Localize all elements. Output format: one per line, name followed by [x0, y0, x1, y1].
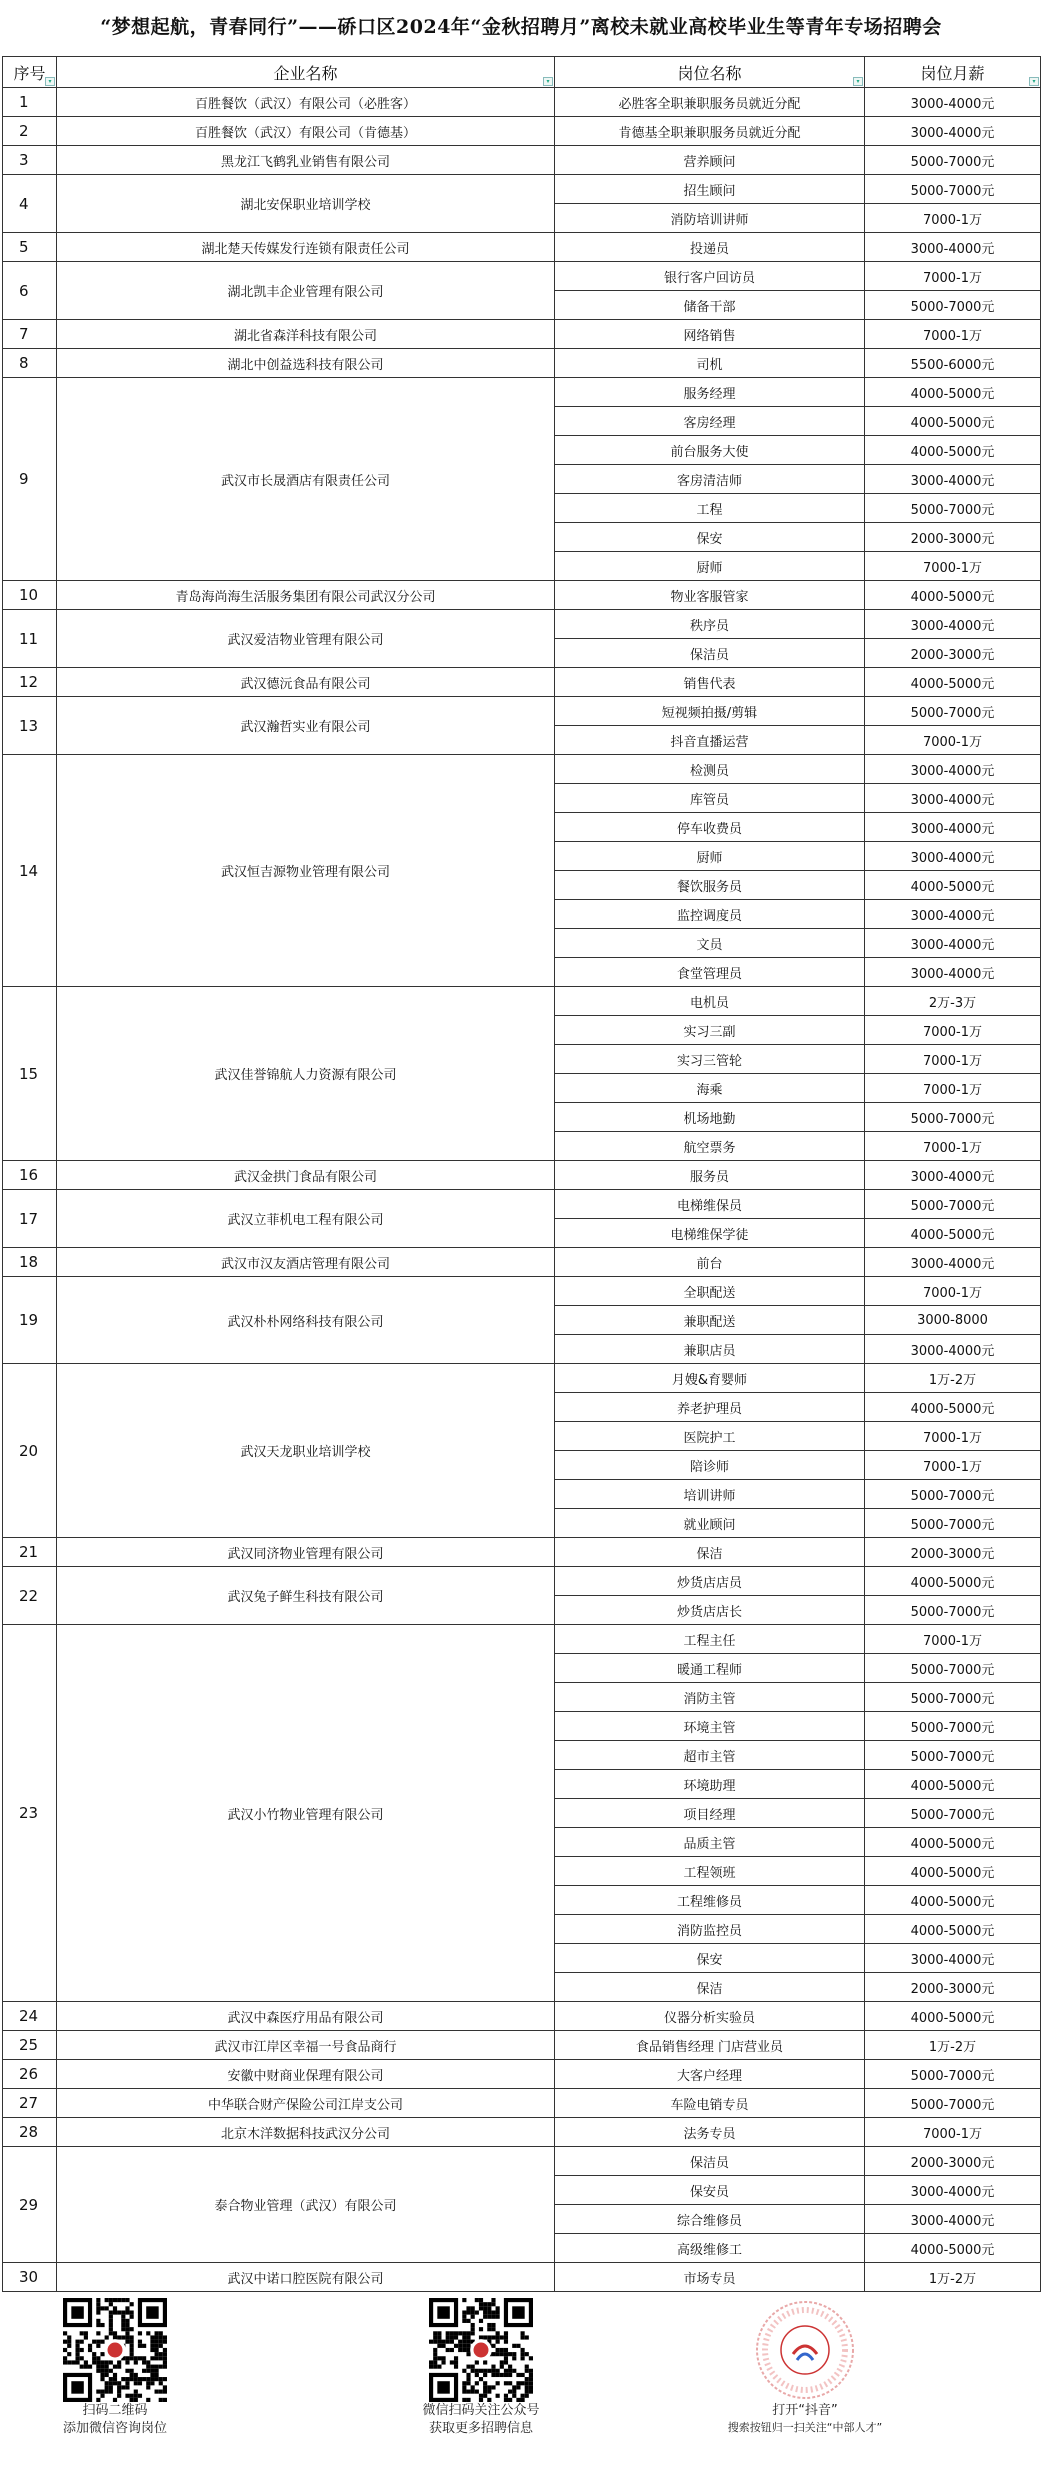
monthly-salary: 7000-1万	[865, 1074, 1041, 1103]
position-name: 招生顾问	[555, 175, 865, 204]
position-name: 消防培训讲师	[555, 204, 865, 233]
monthly-salary: 5000-7000元	[865, 146, 1041, 175]
row-number: 14	[3, 755, 57, 987]
row-number: 13	[3, 697, 57, 755]
position-name: 厨师	[555, 842, 865, 871]
monthly-salary: 4000-5000元	[865, 1219, 1041, 1248]
table-row	[3, 2147, 1041, 2176]
row-number: 3	[3, 146, 57, 175]
position-name: 抖音直播运营	[555, 726, 865, 755]
monthly-salary: 7000-1万	[865, 552, 1041, 581]
table-row	[3, 320, 1041, 349]
company-name: 武汉德沅食品有限公司	[57, 668, 555, 697]
table-row	[3, 349, 1041, 378]
monthly-salary: 7000-1万	[865, 262, 1041, 291]
table-body	[3, 88, 1041, 2292]
position-name: 餐饮服务员	[555, 871, 865, 900]
table-header-row	[3, 57, 1041, 88]
table-row	[3, 1538, 1041, 1567]
company-name: 百胜餐饮（武汉）有限公司（肯德基）	[57, 117, 555, 146]
monthly-salary: 4000-5000元	[865, 871, 1041, 900]
company-name: 武汉佳誉锦航人力资源有限公司	[57, 987, 555, 1161]
monthly-salary: 5000-7000元	[865, 1741, 1041, 1770]
position-name: 银行客户回访员	[555, 262, 865, 291]
header-no[interactable]: 序号 ▾	[3, 57, 57, 88]
company-name: 中华联合财产保险公司江岸支公司	[57, 2089, 555, 2118]
monthly-salary: 3000-8000	[865, 1306, 1041, 1335]
position-name: 检测员	[555, 755, 865, 784]
position-name: 食堂管理员	[555, 958, 865, 987]
douyin-block	[695, 2298, 915, 2435]
company-name: 湖北楚天传媒发行连锁有限责任公司	[57, 233, 555, 262]
position-name: 客房经理	[555, 407, 865, 436]
monthly-salary: 5000-7000元	[865, 1683, 1041, 1712]
monthly-salary: 3000-4000元	[865, 1161, 1041, 1190]
position-name: 实习三管轮	[555, 1045, 865, 1074]
row-number: 19	[3, 1277, 57, 1364]
row-number: 6	[3, 262, 57, 320]
monthly-salary: 4000-5000元	[865, 1915, 1041, 1944]
company-name: 泰合物业管理（武汉）有限公司	[57, 2147, 555, 2263]
monthly-salary: 3000-4000元	[865, 2205, 1041, 2234]
position-name: 航空票务	[555, 1132, 865, 1161]
position-name: 保安员	[555, 2176, 865, 2205]
position-name: 全职配送	[555, 1277, 865, 1306]
job-table	[2, 56, 1041, 2292]
monthly-salary: 3000-4000元	[865, 958, 1041, 987]
monthly-salary: 4000-5000元	[865, 407, 1041, 436]
footer	[0, 2290, 1042, 2471]
position-name: 大客户经理	[555, 2060, 865, 2089]
monthly-salary: 2万-3万	[865, 987, 1041, 1016]
table-row	[3, 1364, 1041, 1393]
position-name: 秩序员	[555, 610, 865, 639]
row-number: 28	[3, 2118, 57, 2147]
monthly-salary: 7000-1万	[865, 2118, 1041, 2147]
row-number: 22	[3, 1567, 57, 1625]
company-name: 武汉爱洁物业管理有限公司	[57, 610, 555, 668]
filter-dropdown-icon[interactable]: ▾	[543, 77, 553, 86]
monthly-salary: 5000-7000元	[865, 1654, 1041, 1683]
company-name: 青岛海尚海生活服务集团有限公司武汉分公司	[57, 581, 555, 610]
position-name: 必胜客全职兼职服务员就近分配	[555, 88, 865, 117]
position-name: 就业顾问	[555, 1509, 865, 1538]
table-row	[3, 1248, 1041, 1277]
company-name: 武汉金拱门食品有限公司	[57, 1161, 555, 1190]
monthly-salary: 4000-5000元	[865, 2234, 1041, 2263]
row-number: 2	[3, 117, 57, 146]
monthly-salary: 3000-4000元	[865, 842, 1041, 871]
company-name: 武汉同济物业管理有限公司	[57, 1538, 555, 1567]
position-name: 环境助理	[555, 1770, 865, 1799]
table-row	[3, 2002, 1041, 2031]
monthly-salary: 5000-7000元	[865, 1190, 1041, 1219]
table-row	[3, 755, 1041, 784]
row-number: 11	[3, 610, 57, 668]
table-row	[3, 668, 1041, 697]
monthly-salary: 7000-1万	[865, 726, 1041, 755]
douyin-code-icon[interactable]	[753, 2298, 857, 2402]
monthly-salary: 3000-4000元	[865, 610, 1041, 639]
company-name: 武汉天龙职业培训学校	[57, 1364, 555, 1538]
company-name: 武汉恒吉源物业管理有限公司	[57, 755, 555, 987]
position-name: 电梯维保员	[555, 1190, 865, 1219]
row-number: 26	[3, 2060, 57, 2089]
table-row	[3, 146, 1041, 175]
monthly-salary: 7000-1万	[865, 320, 1041, 349]
monthly-salary: 3000-4000元	[865, 900, 1041, 929]
filter-dropdown-icon[interactable]: ▾	[1029, 77, 1039, 86]
monthly-salary: 3000-4000元	[865, 755, 1041, 784]
monthly-salary: 2000-3000元	[865, 2147, 1041, 2176]
official-account-caption-2: 获取更多招聘信息	[428, 2421, 533, 2436]
position-name: 品质主管	[555, 1828, 865, 1857]
qr-code-icon[interactable]	[429, 2298, 533, 2402]
position-name: 月嫂&育婴师	[555, 1364, 865, 1393]
monthly-salary: 3000-4000元	[865, 1335, 1041, 1364]
position-name: 保洁	[555, 1538, 865, 1567]
table-row	[3, 378, 1041, 407]
row-number: 15	[3, 987, 57, 1161]
wechat-contact-block	[5, 2298, 225, 2438]
company-name: 武汉市汉友酒店管理有限公司	[57, 1248, 555, 1277]
position-name: 超市主管	[555, 1741, 865, 1770]
monthly-salary: 7000-1万	[865, 1045, 1041, 1074]
monthly-salary: 3000-4000元	[865, 784, 1041, 813]
monthly-salary: 2000-3000元	[865, 639, 1041, 668]
monthly-salary: 2000-3000元	[865, 1973, 1041, 2002]
company-name: 湖北安保职业培训学校	[57, 175, 555, 233]
row-number: 18	[3, 1248, 57, 1277]
row-number: 23	[3, 1625, 57, 2002]
position-name: 工程维修员	[555, 1886, 865, 1915]
monthly-salary: 7000-1万	[865, 204, 1041, 233]
position-name: 兼职店员	[555, 1335, 865, 1364]
position-name: 营养顾问	[555, 146, 865, 175]
position-name: 实习三副	[555, 1016, 865, 1045]
position-name: 肯德基全职兼职服务员就近分配	[555, 117, 865, 146]
position-name: 高级维修工	[555, 2234, 865, 2263]
row-number: 5	[3, 233, 57, 262]
official-account-block	[371, 2298, 591, 2438]
position-name: 电梯维保学徒	[555, 1219, 865, 1248]
monthly-salary: 4000-5000元	[865, 1567, 1041, 1596]
position-name: 工程	[555, 494, 865, 523]
monthly-salary: 4000-5000元	[865, 581, 1041, 610]
monthly-salary: 3000-4000元	[865, 233, 1041, 262]
position-name: 前台	[555, 1248, 865, 1277]
company-name: 武汉兔子鲜生科技有限公司	[57, 1567, 555, 1625]
filter-dropdown-icon[interactable]: ▾	[45, 77, 55, 86]
company-name: 黑龙江飞鹤乳业销售有限公司	[57, 146, 555, 175]
company-name: 武汉中森医疗用品有限公司	[57, 2002, 555, 2031]
header-company[interactable]: 企业名称 ▾	[57, 57, 555, 88]
position-name: 消防主管	[555, 1683, 865, 1712]
wechat-caption-2: 添加微信咨询岗位	[62, 2421, 167, 2436]
position-name: 市场专员	[555, 2263, 865, 2292]
douyin-caption-1: 打开“抖音”	[772, 2403, 838, 2418]
monthly-salary: 3000-4000元	[865, 2176, 1041, 2205]
row-number: 8	[3, 349, 57, 378]
monthly-salary: 1万-2万	[865, 2263, 1041, 2292]
position-name: 停车收费员	[555, 813, 865, 842]
header-salary[interactable]: 岗位月薪 ▾	[865, 57, 1041, 88]
monthly-salary: 7000-1万	[865, 1016, 1041, 1045]
position-name: 消防监控员	[555, 1915, 865, 1944]
position-name: 环境主管	[555, 1712, 865, 1741]
row-number: 10	[3, 581, 57, 610]
position-name: 陪诊师	[555, 1451, 865, 1480]
company-name: 武汉中诺口腔医院有限公司	[57, 2263, 555, 2292]
table-row	[3, 1161, 1041, 1190]
monthly-salary: 5000-7000元	[865, 1480, 1041, 1509]
position-name: 机场地勤	[555, 1103, 865, 1132]
company-name: 北京木洋数据科技武汉分公司	[57, 2118, 555, 2147]
monthly-salary: 2000-3000元	[865, 1538, 1041, 1567]
row-number: 27	[3, 2089, 57, 2118]
position-name: 兼职配送	[555, 1306, 865, 1335]
monthly-salary: 5000-7000元	[865, 2060, 1041, 2089]
row-number: 16	[3, 1161, 57, 1190]
monthly-salary: 5000-7000元	[865, 1799, 1041, 1828]
position-name: 保洁	[555, 1973, 865, 2002]
monthly-salary: 3000-4000元	[865, 117, 1041, 146]
position-name: 法务专员	[555, 2118, 865, 2147]
monthly-salary: 4000-5000元	[865, 436, 1041, 465]
position-name: 保洁员	[555, 2147, 865, 2176]
monthly-salary: 5500-6000元	[865, 349, 1041, 378]
table-row	[3, 262, 1041, 291]
company-name: 武汉小竹物业管理有限公司	[57, 1625, 555, 2002]
position-name: 工程主任	[555, 1625, 865, 1654]
monthly-salary: 1万-2万	[865, 2031, 1041, 2060]
position-name: 服务经理	[555, 378, 865, 407]
row-number: 24	[3, 2002, 57, 2031]
position-name: 保洁员	[555, 639, 865, 668]
position-name: 前台服务大使	[555, 436, 865, 465]
monthly-salary: 5000-7000元	[865, 1596, 1041, 1625]
position-name: 工程领班	[555, 1857, 865, 1886]
row-number: 12	[3, 668, 57, 697]
company-name: 武汉立菲机电工程有限公司	[57, 1190, 555, 1248]
monthly-salary: 4000-5000元	[865, 1828, 1041, 1857]
table-row	[3, 1190, 1041, 1219]
monthly-salary: 3000-4000元	[865, 1944, 1041, 1973]
position-name: 监控调度员	[555, 900, 865, 929]
table-row	[3, 1567, 1041, 1596]
position-name: 客房清洁师	[555, 465, 865, 494]
monthly-salary: 4000-5000元	[865, 2002, 1041, 2031]
position-name: 养老护理员	[555, 1393, 865, 1422]
position-name: 综合维修员	[555, 2205, 865, 2234]
monthly-salary: 5000-7000元	[865, 291, 1041, 320]
row-number: 4	[3, 175, 57, 233]
monthly-salary: 5000-7000元	[865, 697, 1041, 726]
position-name: 厨师	[555, 552, 865, 581]
monthly-salary: 7000-1万	[865, 1132, 1041, 1161]
position-name: 储备干部	[555, 291, 865, 320]
wechat-caption-1: 扫码二维码	[82, 2403, 148, 2418]
company-name: 湖北省森洋科技有限公司	[57, 320, 555, 349]
douyin-caption-2: 搜索按钮归一扫关注“中部人才”	[727, 2421, 883, 2434]
monthly-salary: 4000-5000元	[865, 378, 1041, 407]
monthly-salary: 5000-7000元	[865, 1712, 1041, 1741]
position-name: 保安	[555, 1944, 865, 1973]
monthly-salary: 5000-7000元	[865, 1103, 1041, 1132]
position-name: 短视频拍摄/剪辑	[555, 697, 865, 726]
table-row	[3, 88, 1041, 117]
position-name: 电机员	[555, 987, 865, 1016]
monthly-salary: 5000-7000元	[865, 2089, 1041, 2118]
monthly-salary: 7000-1万	[865, 1422, 1041, 1451]
row-number: 30	[3, 2263, 57, 2292]
monthly-salary: 1万-2万	[865, 1364, 1041, 1393]
monthly-salary: 5000-7000元	[865, 175, 1041, 204]
position-name: 项目经理	[555, 1799, 865, 1828]
position-name: 网络销售	[555, 320, 865, 349]
table-row	[3, 233, 1041, 262]
monthly-salary: 4000-5000元	[865, 1886, 1041, 1915]
company-name: 湖北凯丰企业管理有限公司	[57, 262, 555, 320]
row-number: 25	[3, 2031, 57, 2060]
monthly-salary: 4000-5000元	[865, 1857, 1041, 1886]
company-name: 武汉市江岸区幸福一号食品商行	[57, 2031, 555, 2060]
row-number: 20	[3, 1364, 57, 1538]
monthly-salary: 4000-5000元	[865, 1770, 1041, 1799]
table-row	[3, 1625, 1041, 1654]
company-name: 安徽中财商业保理有限公司	[57, 2060, 555, 2089]
table-row	[3, 2118, 1041, 2147]
company-name: 百胜餐饮（武汉）有限公司（必胜客）	[57, 88, 555, 117]
table-row	[3, 1277, 1041, 1306]
table-row	[3, 2089, 1041, 2118]
monthly-salary: 3000-4000元	[865, 813, 1041, 842]
table-row	[3, 175, 1041, 204]
position-name: 仪器分析实验员	[555, 2002, 865, 2031]
position-name: 食品销售经理 门店营业员	[555, 2031, 865, 2060]
table-row	[3, 697, 1041, 726]
table-row	[3, 2263, 1041, 2292]
header-position[interactable]: 岗位名称 ▾	[555, 57, 865, 88]
position-name: 炒货店店员	[555, 1567, 865, 1596]
position-name: 文员	[555, 929, 865, 958]
monthly-salary: 7000-1万	[865, 1625, 1041, 1654]
monthly-salary: 4000-5000元	[865, 1393, 1041, 1422]
position-name: 销售代表	[555, 668, 865, 697]
position-name: 暖通工程师	[555, 1654, 865, 1683]
table-row	[3, 987, 1041, 1016]
filter-dropdown-icon[interactable]: ▾	[853, 77, 863, 86]
official-account-caption-1: 微信扫码关注公众号	[422, 2403, 540, 2418]
position-name: 保安	[555, 523, 865, 552]
company-name: 武汉瀚哲实业有限公司	[57, 697, 555, 755]
table-row	[3, 117, 1041, 146]
position-name: 培训讲师	[555, 1480, 865, 1509]
row-number: 17	[3, 1190, 57, 1248]
table-row	[3, 610, 1041, 639]
monthly-salary: 3000-4000元	[865, 465, 1041, 494]
page-title: “梦想起航，青春同行”——硚口区2024年“金秋招聘月”离校未就业高校毕业生等青年专场招聘会	[100, 16, 942, 38]
company-name: 武汉朴朴网络科技有限公司	[57, 1277, 555, 1364]
position-name: 司机	[555, 349, 865, 378]
monthly-salary: 3000-4000元	[865, 88, 1041, 117]
monthly-salary: 5000-7000元	[865, 494, 1041, 523]
table-row	[3, 2060, 1041, 2089]
monthly-salary: 4000-5000元	[865, 668, 1041, 697]
company-name: 湖北中创益选科技有限公司	[57, 349, 555, 378]
position-name: 服务员	[555, 1161, 865, 1190]
table-row	[3, 581, 1041, 610]
company-name: 武汉市长晟酒店有限责任公司	[57, 378, 555, 581]
row-number: 21	[3, 1538, 57, 1567]
position-name: 海乘	[555, 1074, 865, 1103]
monthly-salary: 7000-1万	[865, 1451, 1041, 1480]
table-row	[3, 2031, 1041, 2060]
position-name: 医院护工	[555, 1422, 865, 1451]
row-number: 7	[3, 320, 57, 349]
position-name: 车险电销专员	[555, 2089, 865, 2118]
monthly-salary: 2000-3000元	[865, 523, 1041, 552]
qr-code-icon[interactable]	[63, 2298, 167, 2402]
monthly-salary: 7000-1万	[865, 1277, 1041, 1306]
row-number: 29	[3, 2147, 57, 2263]
monthly-salary: 3000-4000元	[865, 929, 1041, 958]
row-number: 9	[3, 378, 57, 581]
position-name: 炒货店店长	[555, 1596, 865, 1625]
monthly-salary: 5000-7000元	[865, 1509, 1041, 1538]
monthly-salary: 3000-4000元	[865, 1248, 1041, 1277]
position-name: 物业客服管家	[555, 581, 865, 610]
position-name: 投递员	[555, 233, 865, 262]
position-name: 库管员	[555, 784, 865, 813]
row-number: 1	[3, 88, 57, 117]
